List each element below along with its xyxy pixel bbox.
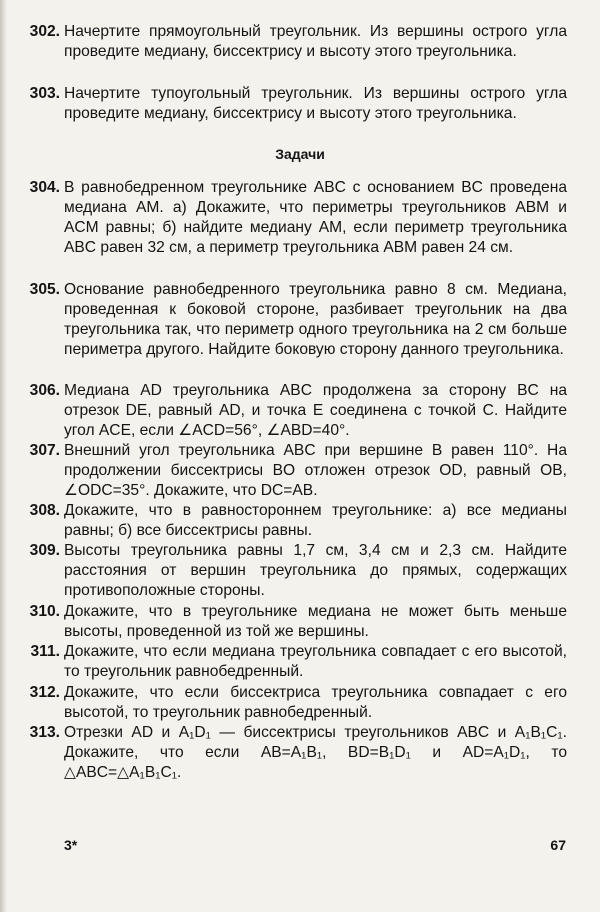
problem-text: Отрезки AD и A₁D₁ — биссектрисы треугольников ABC и A₁B₁C₁. Докажите, что если AB=A₁B₁, BD=B₁D₁ и AD=A₁D₁, то △ABC=△A₁B₁C₁.: [64, 724, 567, 782]
problem-number: 308.: [29, 502, 60, 519]
problem-302: [29, 22, 567, 62]
problem-text: В равнобедренном треугольнике ABC с основанием BC проведена медиана AM. а) Докажите, что периметры треугольников ABM и ACM равны; б) найдите медиану AM, если периметр треугольника ABC равен 32 см, а периметр треугольника ABM равен 24 см.: [64, 179, 567, 257]
problem-text: Основание равнобедренного треугольника равно 8 см. Медиана, проведенная к боковой стороне, разбивает треугольник на два треугольника так, что периметр одного треугольника на 2 см больше периметра другого. Найдите боковую сторону данного треугольника.: [64, 281, 567, 359]
problem-304: [29, 178, 567, 258]
problem-311: [30, 642, 567, 682]
problem-text: Докажите, что в треугольнике медиана не может быть меньше высоты, проведенной из той же вершины.: [64, 603, 567, 641]
problem-text: Медиана AD треугольника ABC продолжена за сторону BC на отрезок DE, равный AD, и точка E соединена с точкой C. Найдите угол ACE, если ∠ACD=56°, ∠ABD=40°.: [64, 382, 567, 440]
problem-number: 309.: [29, 542, 60, 559]
problem-number: 306.: [29, 382, 60, 399]
problem-number: 305.: [29, 281, 60, 298]
problem-text: Начертите тупоугольный треугольник. Из вершины острого угла проведите медиану, биссектрису и высоту этого треугольника.: [64, 85, 567, 123]
problem-310: [29, 602, 567, 642]
problem-303: [29, 84, 567, 124]
problem-text: Высоты треугольника равны 1,7 см, 3,4 см и 2,3 см. Найдите расстояния от вершин треугольника до прямых, содержащих противоположные стороны.: [64, 542, 567, 600]
problem-number: 302.: [29, 23, 60, 40]
section-heading: Задачи: [275, 146, 325, 162]
problem-number: 312.: [29, 684, 60, 701]
problem-308: [29, 501, 567, 541]
problem-313: [29, 723, 567, 783]
problem-309: [29, 541, 567, 601]
problem-text: Докажите, что если биссектриса треугольника совпадает с его высотой, то треугольник равнобедренный.: [64, 684, 567, 722]
problem-306: [29, 381, 567, 441]
problem-number: 304.: [29, 179, 60, 196]
problem-text: Докажите, что в равностороннем треугольнике: а) все медианы равны; б) все биссектрисы равны.: [64, 502, 567, 540]
problem-number: 313.: [29, 724, 60, 741]
problem-number: 311.: [30, 643, 60, 660]
problem-number: 303.: [29, 85, 60, 102]
problem-305: [29, 280, 567, 360]
problem-text: Начертите прямоугольный треугольник. Из вершины острого угла проведите медиану, биссектрису и высоту этого треугольника.: [64, 23, 567, 61]
problem-307: [29, 441, 567, 501]
problem-number: 307.: [29, 442, 60, 459]
problem-number: 310.: [29, 603, 60, 620]
problem-312: [29, 683, 567, 723]
problem-text: Внешний угол треугольника ABC при вершине B равен 110°. На продолжении биссектрисы BO отложен отрезок OD, равный OB, ∠ODC=35°. Докажите, что DC=AB.: [64, 442, 567, 500]
problem-text: Докажите, что если медиана треугольника совпадает с его высотой, то треугольник равнобедренный.: [64, 643, 567, 681]
page-number: 67: [550, 837, 566, 853]
signature-mark: 3*: [64, 837, 78, 853]
